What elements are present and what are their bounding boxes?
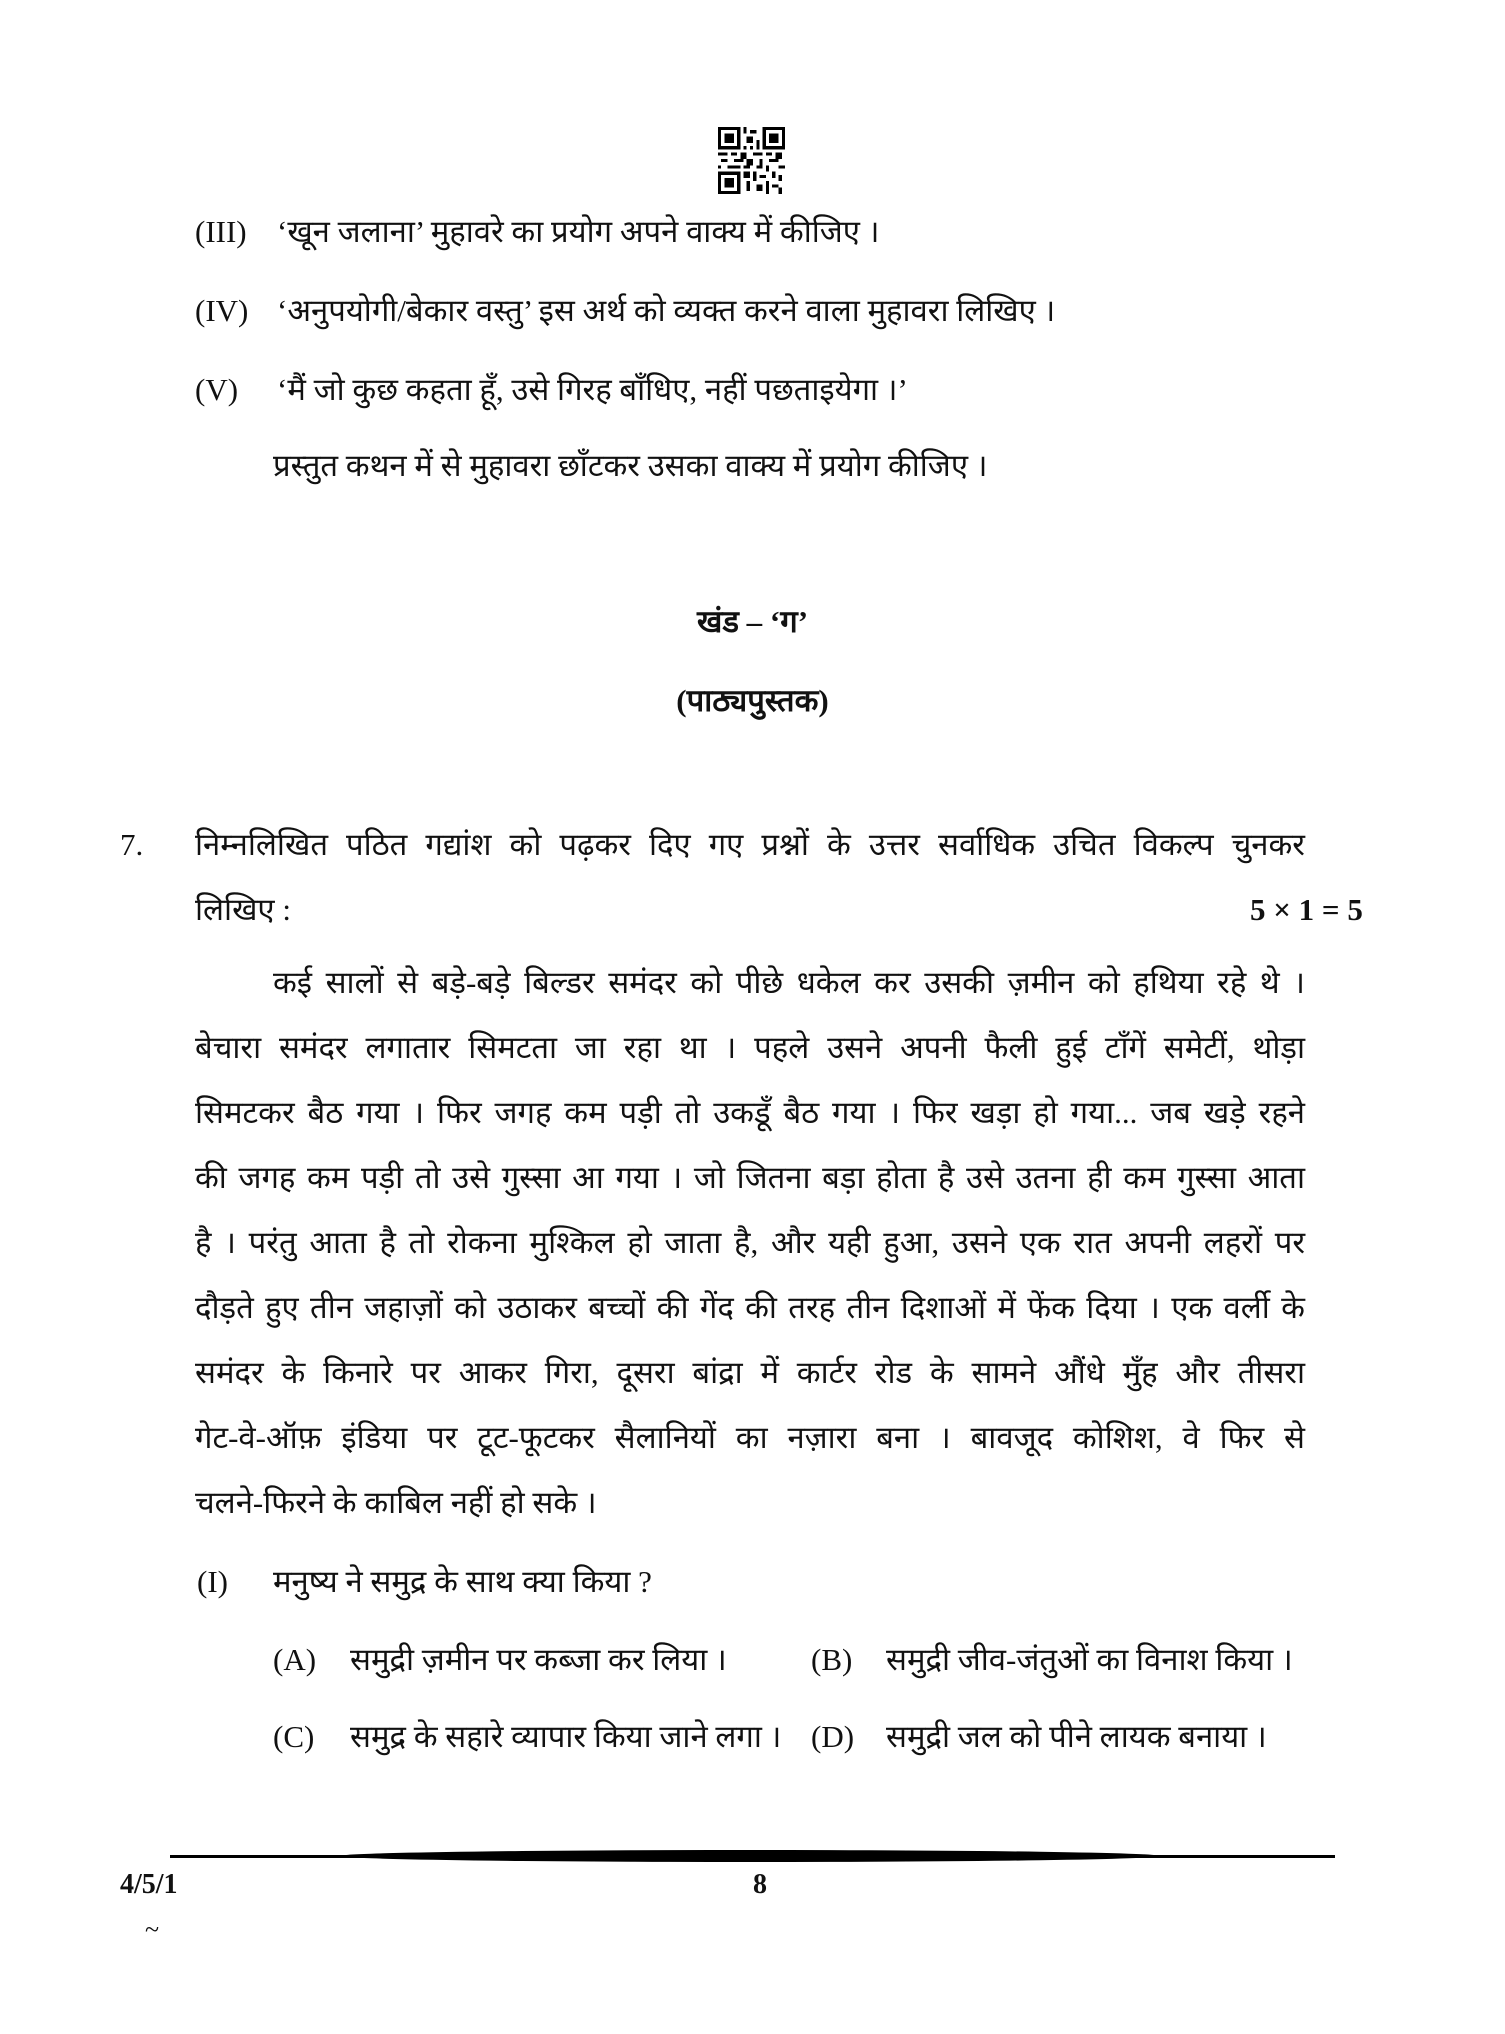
- passage-line: कई सालों से बड़े-बड़े बिल्डर समंदर को पीछे धकेल कर उसकी ज़मीन को हथिया रहे थे ।: [273, 965, 1305, 1000]
- option-text: समुद्री जीव-जंतुओं का विनाश किया ।: [886, 1642, 1293, 1677]
- section-title: खंड – ‘ग’: [696, 604, 809, 639]
- passage-line: बेचारा समंदर लगातार सिमटता जा रहा था । पहले उसने अपनी फैली हुई टाँगें समेटीं, थोड़ा: [195, 1030, 1305, 1065]
- question-number: 7.: [120, 827, 144, 862]
- page-number: 8: [753, 1869, 767, 1900]
- passage-line: की जगह कम पड़ी तो उसे गुस्सा आ गया । जो जितना बड़ा होता है उसे उतना ही कम गुस्सा आता: [195, 1160, 1305, 1195]
- passage-line: दौड़ते हुए तीन जहाज़ों को उठाकर बच्चों की गेंद की तरह तीन दिशाओं में फेंक दिया । एक वर्ली के: [195, 1290, 1305, 1325]
- option-label: (D): [811, 1719, 855, 1754]
- option-label: (A): [273, 1642, 317, 1677]
- sub-question-text: मनुष्य ने समुद्र के साथ क्या किया ?: [273, 1564, 652, 1599]
- item-text: ‘मैं जो कुछ कहता हूँ, उसे गिरह बाँधिए, नहीं पछताइयेगा ।’: [277, 372, 908, 407]
- passage-line: सिमटकर बैठ गया । फिर जगह कम पड़ी तो उकडूँ बैठ गया । फिर खड़ा हो गया... जब खड़े रहने: [195, 1095, 1305, 1130]
- option-text: समुद्री जल को पीने लायक बनाया ।: [886, 1719, 1267, 1754]
- qr-code-icon: [718, 127, 785, 194]
- passage-line: चलने-फिरने के काबिल नहीं हो सके ।: [195, 1485, 597, 1520]
- item-text: ‘खून जलाना’ मुहावरे का प्रयोग अपने वाक्य में कीजिए ।: [277, 214, 880, 249]
- item-number: (V): [195, 372, 239, 407]
- option-label: (B): [811, 1642, 853, 1677]
- item-text: ‘अनुपयोगी/बेकार वस्तु’ इस अर्थ को व्यक्त करने वाला मुहावरा लिखिए ।: [277, 293, 1056, 328]
- footer-divider-thick: [340, 1850, 1160, 1862]
- marks-label: 5 × 1 = 5: [1250, 892, 1363, 927]
- question-instruction-line2: लिखिए :: [195, 892, 291, 927]
- footer-mark: ~: [145, 1915, 160, 1944]
- item-number: (III): [195, 214, 247, 249]
- option-text: समुद्री ज़मीन पर कब्जा कर लिया ।: [350, 1642, 727, 1677]
- passage-line: समंदर के किनारे पर आकर गिरा, दूसरा बांद्रा में कार्टर रोड के सामने औंधे मुँह और तीसरा: [195, 1355, 1305, 1390]
- sub-question-number: (I): [197, 1564, 228, 1599]
- option-text: समुद्र के सहारे व्यापार किया जाने लगा ।: [350, 1719, 782, 1754]
- question-instruction-line1: निम्नलिखित पठित गद्यांश को पढ़कर दिए गए प्रश्नों के उत्तर सर्वाधिक उचित विकल्प चुनकर: [195, 827, 1305, 862]
- passage-line: गेट-वे-ऑफ़ इंडिया पर टूट-फूटकर सैलानियों का नज़ारा बना । बावजूद कोशिश, वे फिर से: [195, 1420, 1305, 1455]
- option-label: (C): [273, 1719, 315, 1754]
- passage-line: है । परंतु आता है तो रोकना मुश्किल हो जाता है, और यही हुआ, उसने एक रात अपनी लहरों पर: [195, 1225, 1305, 1260]
- item-number: (IV): [195, 293, 249, 328]
- paper-code: 4/5/1: [120, 1869, 178, 1900]
- section-subtitle: (पाठ्यपुस्तक): [676, 683, 829, 718]
- item-text: प्रस्तुत कथन में से मुहावरा छाँटकर उसका वाक्य में प्रयोग कीजिए ।: [273, 448, 988, 483]
